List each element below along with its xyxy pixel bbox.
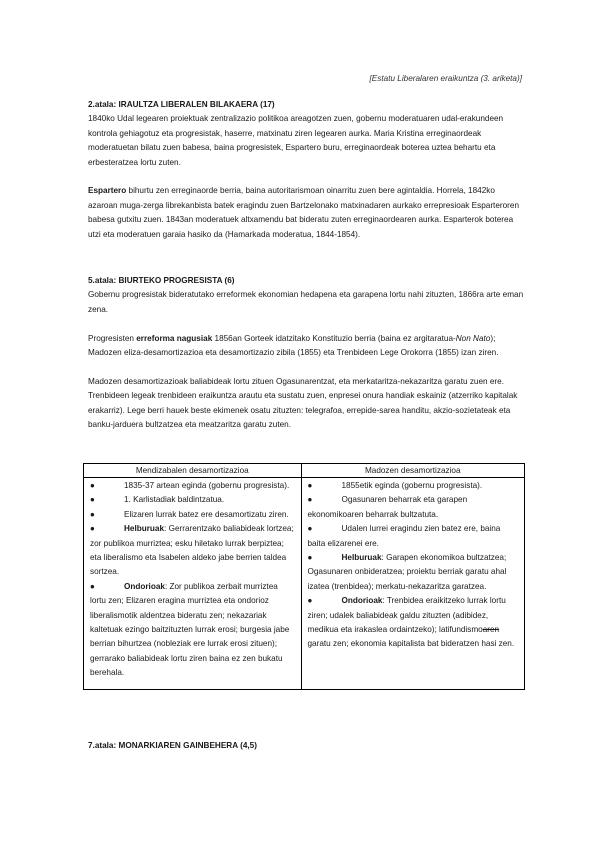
reform-term: erreforma nagusiak	[136, 333, 213, 343]
bullet-icon: ●	[307, 524, 313, 534]
section-5-prefix: 5.atala:	[88, 276, 117, 285]
section-2-heading	[88, 98, 524, 112]
item-text: : Zor publikoa zerbait murriztea lortu zen; Elizaren eragina murriztea eta ondorioz liberalismotik aldentzea bideratu zen; nekazariak kaltetuak ezingo baitzituzten lurrak erosi; burgesia jabe berrian bihurtzea (nobleziak ere lurrak erosi zituen); gerrarako baliabideak lortu ziren baina ez zen bukatu berehala.	[90, 581, 290, 678]
item-text: : Trenbidea eraikitzeko lurrak lortu ziren; udalek baliabideak galdu zituzten (adibidez, medikua eta irakaslea ordaintzeko); latifundismo	[307, 596, 506, 635]
desamortization-table	[83, 463, 525, 690]
bullet-icon: ●	[90, 495, 95, 505]
espartero-term: Espartero	[88, 186, 127, 196]
madoz-cell	[301, 478, 525, 690]
list-item	[308, 551, 519, 594]
item-text: : Garapen ekonomikoa bultzatzea; Ogasunaren onbideratzea; proiektu berriak garatu ahal izatea (trenbidea); merkatu-nekazaritza garatzea.	[307, 553, 507, 591]
section-5	[88, 274, 524, 432]
list-item	[308, 493, 519, 522]
non-nato-term: Non Nato	[455, 333, 491, 343]
section-7-heading	[88, 739, 524, 753]
bullet-icon: ●	[90, 524, 95, 534]
item-label: Helburuak	[124, 524, 165, 534]
section-5-heading	[88, 274, 524, 288]
item-text: Ogasunaren beharrak eta garapen ekonomikoaren beharrak bultzatuta.	[307, 495, 468, 519]
section-7-prefix: 7.atala:	[88, 741, 117, 750]
header-note: [Estatu Liberalaren eraikuntza (3. ariketa)]	[369, 74, 522, 83]
list-item	[90, 522, 295, 580]
section-2-title: IRAULTZA LIBERALEN BILAKAERA (17)	[118, 100, 275, 109]
bullet-icon: ●	[307, 596, 313, 606]
table-header-row	[84, 464, 525, 478]
section-7	[88, 739, 524, 753]
struck-text: aren	[482, 625, 500, 635]
item-text: garatu zen; ekonomia kapitalista bat bideratzen hasi zen.	[307, 639, 515, 649]
bullet-icon: ●	[307, 481, 313, 490]
section-2-prefix: 2.atala:	[88, 100, 117, 109]
list-item	[308, 522, 519, 551]
col-header-madoz: Madozen desamortizazioa	[301, 464, 525, 478]
item-text: 1855etik eginda (gobernu progresista).	[341, 481, 483, 490]
bullet-icon: ●	[90, 581, 95, 591]
col-header-mendizabal: Mendizabalen desamortizazioa	[84, 464, 302, 478]
item-text: Udalen lurrei eragindu zien batez ere, baina baita elizarenei ere.	[307, 524, 501, 548]
bullet-icon: ●	[307, 495, 313, 505]
item-label: Ondorioak	[341, 596, 383, 606]
item-label: Helburuak	[341, 553, 382, 563]
item-text: 1. Karlistadiak baldintzatua.	[124, 495, 225, 505]
mendizabal-cell	[84, 478, 302, 690]
item-text: Elizaren lurrak batez ere desamortizatu ziren.	[124, 509, 289, 519]
section-5-paragraph-1: Gobernu progresistak bideratutako erreformek ekonomian hedapena eta garapena lortu nahi zituzten, 1866ra arte eman zena.	[88, 290, 524, 314]
item-label: Ondorioak	[124, 581, 165, 591]
bullet-icon: ●	[90, 481, 95, 490]
list-item	[90, 508, 295, 522]
list-item	[90, 493, 295, 507]
section-2	[88, 98, 524, 242]
list-item	[308, 594, 519, 652]
list-item	[90, 479, 295, 493]
item-text: : Gerrarentzako baliabideak lortzea; zor publikoa murriztea; esku hiletako lurrak berpiztea; eta liberalismo eta Isabelen aldeko jabe berrien taldea sortzea.	[90, 524, 294, 577]
section-5-title: BIURTEKO PROGRESISTA (6)	[118, 276, 235, 285]
section-2-paragraph-2-text: bihurtu zen erreginaorde berria, baina autoritarismoan oinarritu zuen bere agintaldia. Horrela, 1842ko azaroan muga-zerga librekanbista batek eragindu zuen Bartzelonako matxinadaren aurkako errepresioak Esparteroren babesa gutxitu zuen. 1843an moderatuek altxamendu bat bideratu zuten erreginaordearen aurka. Esparterok boterea utzi eta moderatuen garaia hasiko da (Hamarkada moderatua, 1844-1854).	[88, 186, 520, 239]
section-2-paragraph-1: 1840ko Udal legearen proiektuak zentralizazio politikoa areagotzen zuen, gobernu moderatuaren udal-erakundeen kontrola gehiagotuz eta progresistak, haserre, matxinatu ziren legearen aurka. Maria Kristina erreginaordeak moderatuetan bilatu zuen babesa, baina progresistek, Espartero buru, erreginaordeak boterea uztea behartu eta erbesteratzea lortu zuten.	[88, 114, 504, 167]
section-7-title: MONARKIAREN GAINBEHERA (4,5)	[118, 741, 257, 750]
table-body-row	[84, 478, 525, 690]
section-5-paragraph-2	[88, 332, 524, 361]
item-text: 1835-37 artean eginda (gobernu progresista).	[124, 481, 290, 490]
bullet-icon: ●	[90, 509, 95, 519]
para2-part-b: 1856an Gorteek idatzitako Konstituzio berria (baina ez argitaratua-	[212, 333, 456, 343]
bullet-icon: ●	[307, 553, 313, 563]
list-item	[90, 580, 295, 681]
para2-part-c: ); Madozen eliza-desamortizazioa eta desamortizazio zibila (1855) eta Trenbideen Lege Orokorra (1855) izan ziren.	[88, 333, 499, 358]
list-item	[308, 479, 519, 493]
section-2-paragraph-2	[88, 184, 524, 242]
para2-part-a: Progresisten	[88, 333, 137, 343]
section-5-paragraph-3: Madozen desamortizazioak baliabideak lortu zituen Ogasunarentzat, eta merkataritza-nekazaritza garatu zuen ere. Trenbideen legeak trenbideen eraikuntza arautu eta sustatu zuen, enpresei onura handiak eskainiz (atzerriko kapitalak erakarriz). Lege berri hauek beste ekimenek osatu zituzten: telegrafoa, errepide-sarea handitu, akzio-sozietateak eta banku-jarduera bultzatzea eta meatzaritza garatu zuten.	[88, 376, 518, 430]
